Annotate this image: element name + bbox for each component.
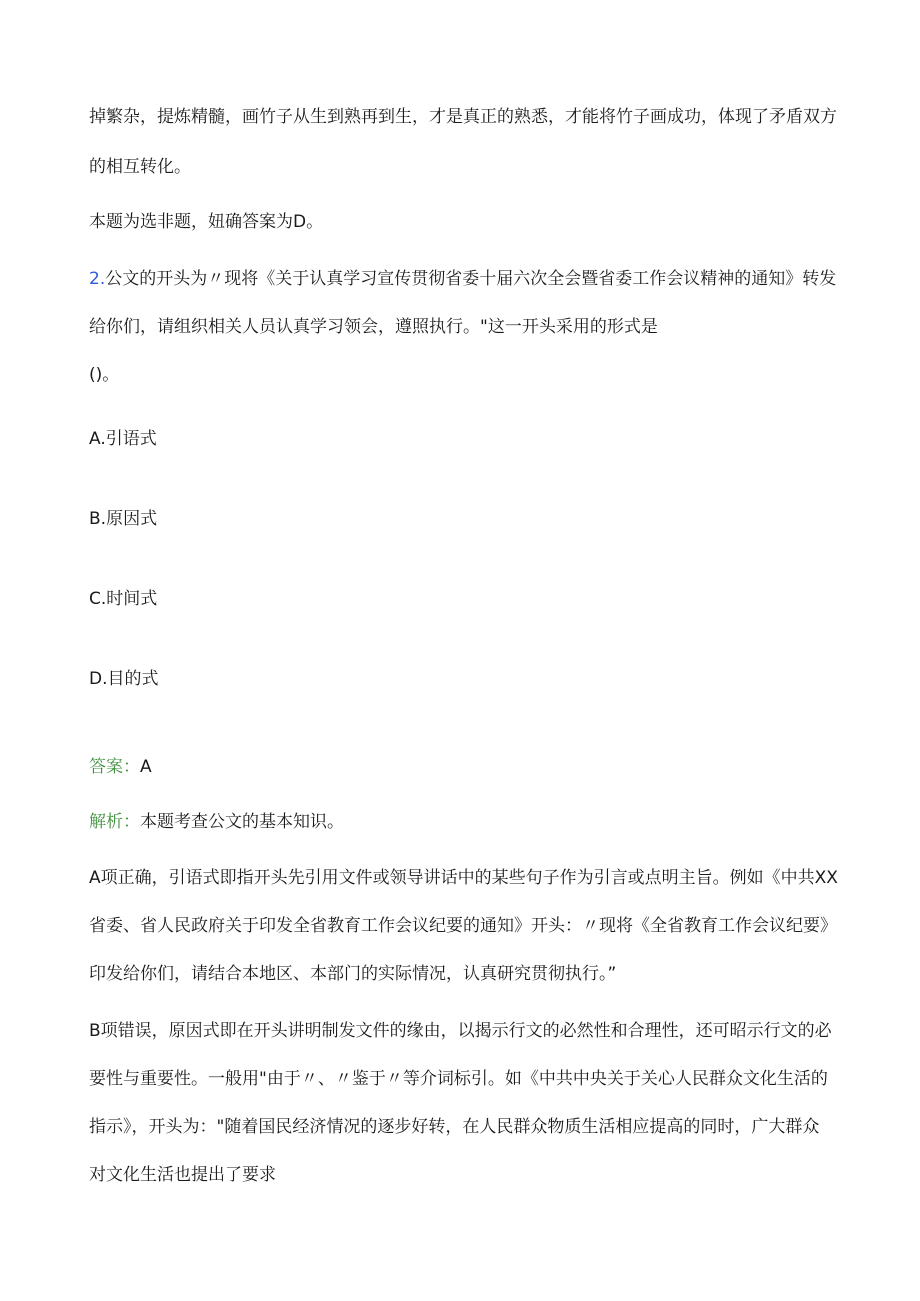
analysis-text: 本题考查公文的基本知识。 bbox=[140, 812, 344, 832]
conclusion-text: 本题为选非题，妞确答案为D。 bbox=[89, 212, 324, 232]
paragraph-line: 掉繁杂，提炼精髓，画竹子从生到熟再到生，才是真正的熟悉，才能将竹子画成功，体现了矛盾双方 bbox=[89, 107, 837, 127]
analysis-a-line: A项正确，引语式即指开头先引用文件或领导讲话中的某些句子作为引言或点明主旨。例如《中共XX bbox=[89, 868, 838, 888]
question-line: ()。 bbox=[89, 365, 120, 385]
answer-label: 答案： bbox=[89, 757, 140, 777]
answer-value: A bbox=[140, 757, 152, 777]
question-text: 公文的开头为〃现将《关于认真学习宣传贯彻省委十届六次全会暨省委工作会议精神的通知》转发 bbox=[105, 269, 837, 289]
analysis-a-line: 省委、省人民政府关于印发全省教育工作会议纪要的通知》开头：〃现将《全省教育工作会议纪要》 bbox=[89, 916, 837, 936]
analysis-a-line: 印发给你们，请结合本地区、本部门的实际情况，认真研究贯彻执行。” bbox=[89, 964, 617, 984]
question-line bbox=[89, 267, 836, 291]
paragraph-line: 的相互转化。 bbox=[89, 157, 191, 177]
option-b: B.原因式 bbox=[89, 509, 158, 529]
analysis-b-line: 对文化生活也提出了要求 bbox=[89, 1165, 276, 1185]
option-a: A.引语式 bbox=[89, 429, 157, 449]
analysis-b-line: B项错误，原因式即在开头讲明制发文件的缘由，以揭示行文的必然性和合理性，还可昭示行文的必 bbox=[89, 1021, 832, 1041]
analysis-b-line: 要性与重要性。一般用"由于〃、〃鉴于〃等介词标引。如《中共中央关于关心人民群众文化生活的 bbox=[89, 1069, 828, 1089]
analysis-label: 解析： bbox=[89, 812, 140, 832]
analysis-line bbox=[89, 810, 344, 834]
question-line: 给你们，请组织相关人员认真学习领会，遵照执行。"这一开头采用的形式是 bbox=[89, 317, 658, 337]
question-number: 2. bbox=[89, 269, 106, 289]
option-c: C.时间式 bbox=[89, 589, 158, 609]
option-d: D.目的式 bbox=[89, 669, 159, 689]
answer-line bbox=[89, 755, 152, 779]
analysis-b-line: 指示》，开头为："随着国民经济情况的逐步好转，在人民群众物质生活相应提高的同时，广大群众 bbox=[89, 1117, 820, 1137]
